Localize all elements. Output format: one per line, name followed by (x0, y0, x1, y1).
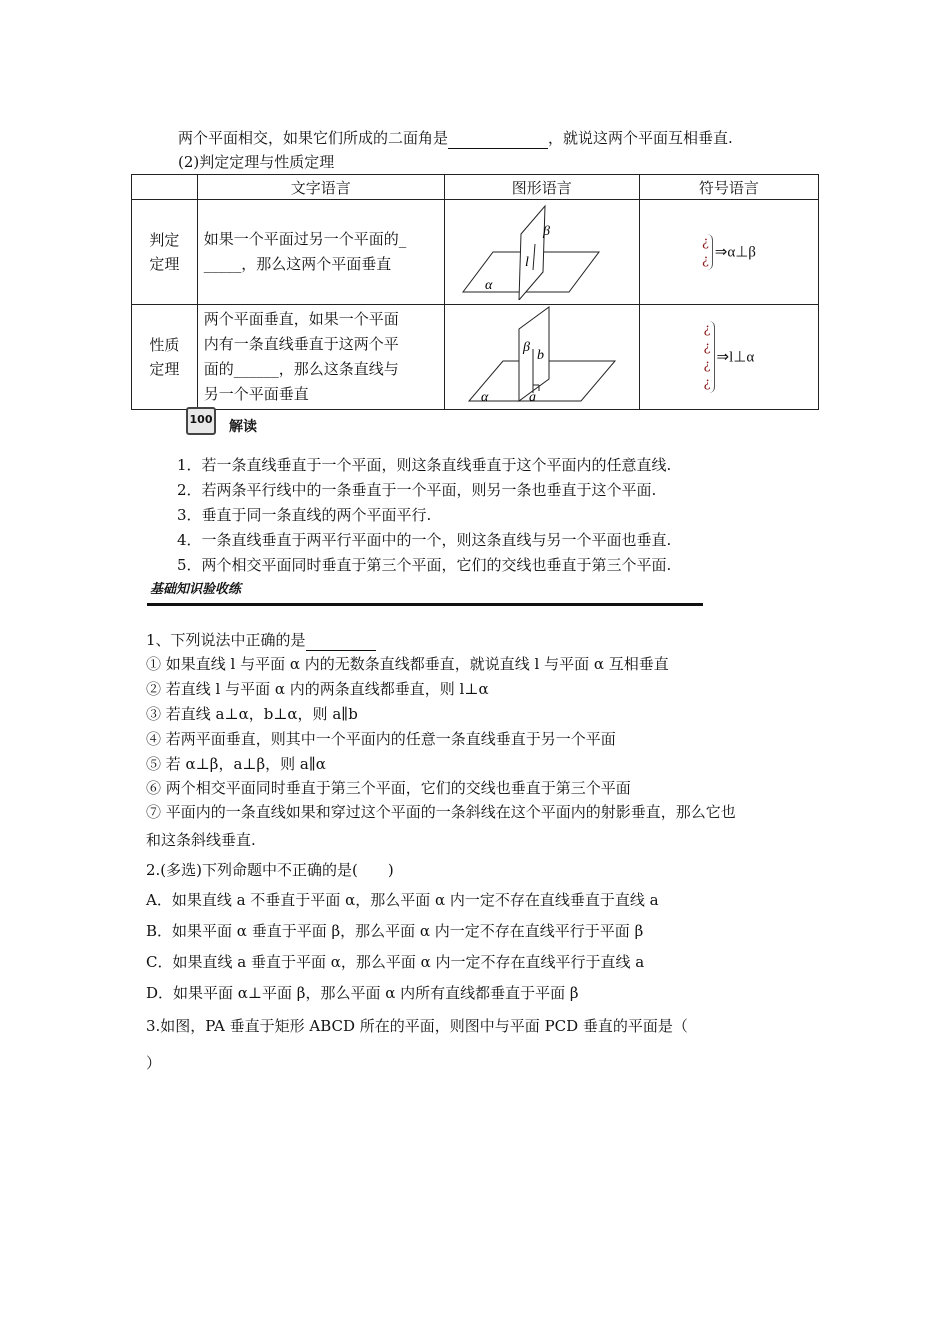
label-beta: β (542, 224, 550, 239)
q1-option: ④ 若两平面垂直，则其中一个平面内的任意一条直线垂直于另一个平面 (146, 730, 616, 748)
header-figure-language: 图形语言 (444, 175, 639, 200)
condition-brace (702, 234, 713, 270)
q2-option: A．如果直线 a 不垂直于平面 α，那么平面 α 内一定不存在直线垂直于直线 a (146, 891, 659, 909)
table-row (132, 305, 819, 410)
list-item: 2．若两条平行线中的一条垂直于一个平面，则另一条也垂直于这个平面. (177, 481, 657, 499)
list-item: 1．若一条直线垂直于一个平面，则这条直线垂直于这个平面内的任意直线. (177, 456, 672, 474)
header-empty (132, 175, 198, 200)
q2-stem: 2.(多选)下列命题中不正确的是( ) (146, 861, 394, 879)
q2-option: C．如果直线 a 垂直于平面 α，那么平面 α 内一定不存在直线平行于直线 a (146, 953, 645, 971)
brace-mark: ¿ (701, 253, 709, 268)
label-l: l (524, 255, 529, 270)
row-figure (444, 305, 639, 410)
label-b: b (536, 348, 544, 363)
table-header-row (132, 175, 819, 200)
label-beta: β (522, 340, 530, 355)
label-alpha: α (480, 390, 489, 405)
score-badge-icon: 100 (186, 407, 216, 435)
row-text-line: 另一个平面垂直 (203, 385, 309, 403)
row-name (132, 200, 198, 305)
q2-option: B．如果平面 α 垂直于平面 β，那么平面 α 内一定不存在直线平行于平面 β (146, 922, 644, 940)
q1-option: ⑤ 若 α⊥β，a⊥β，则 a∥α (146, 755, 326, 773)
list-item: 3．垂直于同一条直线的两个平面平行. (177, 506, 432, 524)
q1-option: ① 如果直线 l 与平面 α 内的无数条直线都垂直，就说直线 l 与平面 α 互相垂直 (146, 655, 669, 673)
perpendicular-planes-figure (445, 305, 639, 405)
brace-mark: ¿ (703, 376, 711, 391)
row-name-line: 定理 (149, 360, 180, 378)
q1-option: ⑦ 平面内的一条直线如果和穿过这个平面的一条斜线在这个平面内的射影垂直，那么它也 (146, 803, 736, 821)
theorem-table (131, 174, 819, 410)
condition-brace (704, 321, 715, 393)
q1-option: ⑥ 两个相交平面同时垂直于第三个平面，它们的交线也垂直于第三个平面 (146, 779, 631, 797)
list-item: 5．两个相交平面同时垂直于第三个平面，它们的交线也垂直于第三个平面. (177, 556, 672, 574)
q3-stem: 3.如图，PA 垂直于矩形 ABCD 所在的平面，则图中与平面 PCD 垂直的平面是（ (146, 1017, 688, 1035)
row-text-line: 两个平面垂直，如果一个平面 (203, 310, 399, 328)
q1-option: 和这条斜线垂直. (146, 831, 256, 849)
brace-mark: ¿ (703, 358, 711, 373)
definition-before: 两个平面相交，如果它们所成的二面角是 (178, 129, 449, 147)
row-text-line: 面的______，那么这条直线与 (203, 360, 399, 378)
row-symbol (639, 200, 818, 305)
label-alpha: α (484, 278, 493, 293)
row-name-line: 判定 (149, 231, 180, 249)
definition-after: ，就说这两个平面互相垂直. (548, 129, 733, 147)
q3-stem-continued: ） (146, 1054, 162, 1072)
answer-blank[interactable] (306, 630, 376, 651)
row-figure (444, 200, 639, 305)
symbol-conclusion: ⇒l⊥α (716, 349, 755, 366)
definition-line (178, 128, 733, 149)
row-symbol (639, 305, 818, 410)
section-divider (147, 603, 703, 606)
q1-option: ② 若直线 l 与平面 α 内的两条直线都垂直，则 l⊥α (146, 680, 489, 698)
q2-option: D．如果平面 α⊥平面 β，那么平面 α 内所有直线都垂直于平面 β (146, 984, 579, 1002)
brace-mark: ¿ (703, 322, 711, 337)
perpendicular-planes-figure (445, 200, 639, 300)
brace-mark: ¿ (701, 235, 709, 250)
answer-blank[interactable] (448, 128, 548, 149)
brace-mark: ¿ (703, 340, 711, 355)
row-text (197, 200, 444, 305)
q1-stem-line (146, 630, 376, 651)
section-title: 基础知识验收练 (150, 582, 242, 597)
row-text-line: _____，那么这两个平面垂直 (203, 255, 392, 273)
row-name-line: 性质 (149, 336, 180, 354)
header-symbol-language: 符号语言 (639, 175, 818, 200)
symbol-conclusion: ⇒α⊥β (714, 244, 756, 261)
interpretation-title: 解读 (229, 419, 257, 435)
row-name (132, 305, 198, 410)
table-row (132, 200, 819, 305)
row-text-line: 内有一条直线垂直于这两个平 (203, 335, 399, 353)
q1-option: ③ 若直线 a⊥α，b⊥α，则 a∥b (146, 705, 358, 723)
header-text-language: 文字语言 (197, 175, 444, 200)
row-name-line: 定理 (149, 255, 180, 273)
row-text (197, 305, 444, 410)
q1-stem: 1、下列说法中正确的是 (146, 631, 306, 649)
row-text-line: 如果一个平面过另一个平面的_ (203, 230, 407, 248)
subheading: (2)判定定理与性质定理 (178, 153, 335, 171)
list-item: 4．一条直线垂直于两平行平面中的一个，则这条直线与另一个平面也垂直. (177, 531, 672, 549)
label-a: a (528, 390, 536, 405)
